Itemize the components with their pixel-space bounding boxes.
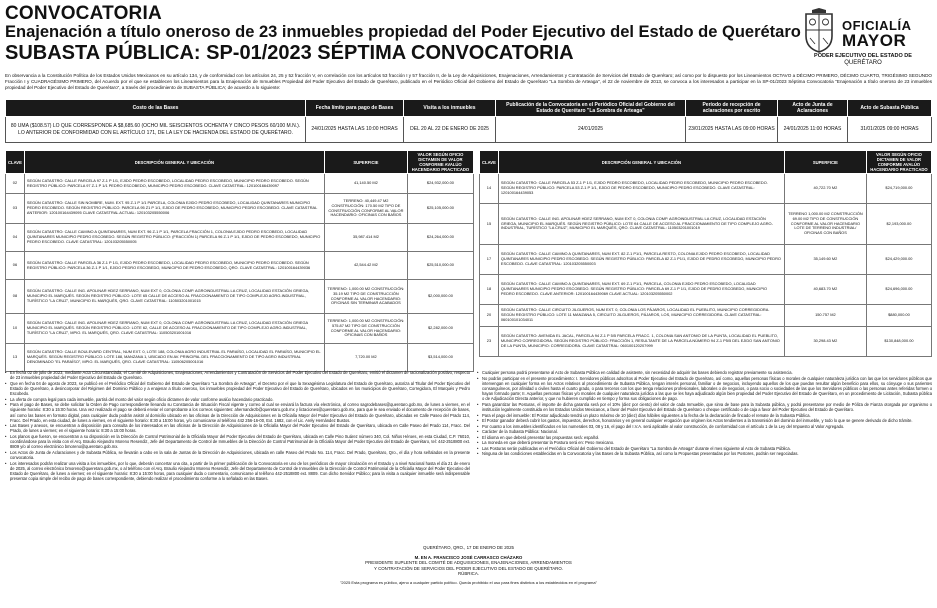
condition-item: • La moneda en que deberá presentar la Postura será en: Peso mexicano. [477, 440, 932, 445]
property-row [480, 305, 932, 327]
property-superficie: TERRENO: 40,449.47 M2 CONSTRUCCIÓN: 170.50 M2 TIPO DE CONSTRUCCIÓN CONFORME AL VALOR HACENDARIO: OFICINAS CON BAÑOS [324, 194, 407, 224]
condition-item: • Para el pago del inmueble: El Postor adjudicado tendrá un plazo máximo de 10 (diez) días hábiles siguientes a la fecha de la declaración de fincado el remate de la Subasta Pública. [477, 413, 932, 418]
property-superficie: 42,544.42 M2 [324, 252, 407, 280]
condition-item: • Para el pago de Bases, se debe solicitar la Orden de Pago correspondiente llenando su Constancia de Situación Fiscal vigente y correo al cual se enviará la factura vía electrónica, al correo sagrodebases@queretaro.gob.mx, de lunes a viernes, en el siguiente horario: 8:30 a 15:00 horas. Una vez realizado el pago se deberá enviar el comprobante a los correos siguientes: ahernandezb@queretaro.gob.mx y lictaciones@queretaro.gob.mx, para que le sea enviado el documento de recepción de bases, así como las bases en formato digital, para cualquier duda podrán asistir al domicilio ubicado en las oficinas de la Dirección de Adquisiciones en la Oficialía Mayor del Poder Ejecutivo del Estado de Querétaro, ubicadas en Calle Paseo del Prado 114, Fracc. Del Prado, en esta ciudad, de lunes a viernes, en el siguiente horario: 8:30 a 15:00 horas, y/o comunicarse al teléfono 442 256-16-00, Ext. 1682, con el Lic. Arely Hernández Bustos. [5, 402, 470, 423]
property-row [480, 174, 932, 204]
property-row [480, 204, 932, 245]
property-superficie: 7,720.00 M2 [324, 344, 407, 372]
summary-table [5, 99, 932, 143]
conditions-section [5, 370, 932, 542]
property-clave: 14 [480, 174, 499, 204]
property-superficie: 35,987.414 M2 [324, 224, 407, 252]
property-description: SEGÚN CATASTRO: CALLE SIN NOMBRE, NUM. EXT. 95 Z-1 P 1/1 PARCELA, COLONIA EJIDO PEDRO ESCOBEDO, LOCALIDAD QUINTANARES MUNICIPIO PEDRO ESCOBEDO. SEGÚN REGISTRO PÚBLICO: PARCELA 95 Z1 P 1/1, EJIDO DE PEDRO ESCOBEDO, MUNICIPIO PEDRO ESCOBEDO. CLAVE CATASTRAL ANTERIOR: 120100164439095 CLAVE CATASTRAL ACTUAL: 120103205550006 [24, 194, 324, 224]
summary-header: Visita a los inmuebles [404, 100, 496, 117]
property-row [6, 224, 474, 252]
property-description: SEGÚN CATASTRO: CALLE BOULEVARD CENTRAL, NUM EXT. 0, LOTE 188, COLONIA AGRO INDUSTRIAL EL PARAÍSO, LOCALIDAD EL PARAÍSO, MUNICIPIO EL MARQUÉS. SEGÚN REGISTRO PÚBLICO: LOTE 188, MANZANA 1, UBICADO EN AV. PRINCIPAL DEL FRACCIONAMIENTO DE TIPO AGRO INDUSTRIAL DENOMINADO "EL PARAÍSO", MPIO. EL MARQUÉS, QRO. CLAVE CATASTRAL: 110506205001016 [24, 344, 324, 372]
signer-name: M. EN A. FRANCISCO JOSÉ CARRASCO CHÁZARO [414, 554, 523, 560]
property-valor: $2,000,000.00 [407, 280, 473, 314]
property-superficie: 40,722.70 M2 [784, 174, 866, 204]
props-header-valor: VALOR SEGÚN OFICIO DICTAMEN DE VALOR CONFORME AVALÚO HACENDARIO PRACTICADO [866, 151, 931, 174]
property-row [6, 174, 474, 194]
property-superficie: TERRENO: 1,000.00 M2 CONSTRUCCIÓN: 35.19 M2 TIPO DE CONSTRUCCIÓN CONFORME AL VALOR HACENDARIO: OFICINAS SIN TERMINAR ACABADOS [324, 280, 407, 314]
property-clave: 03 [6, 194, 25, 224]
condition-item: • La oferta de compra legal para cada inmueble, partirá del monto del valor según oficio dictamen de valor conforme avalúo hacendario practicado. [5, 397, 470, 402]
property-description: SEGÚN CATASTRO: CALLE CAMINO A QUINTANARES, NUM EXT. 69 Z-1 P1/1, PARCELA, COLONIA EJIDO PEDRO ESCOBEDO, LOCALIDAD QUINTANARES MUNICIPIO PEDRO ESCOBEDO. SEGÚN REGISTRO PÚBLICO: PARCELA 69 Z-1 P 1/1, EJIDO DE PEDRO ESCOBEDO, MUNICIPIO PEDRO ESCOBEDO. CLAVE ANTERIOR: 120100164439069 CLAVE ACTUAL: 120103205550002 [498, 275, 784, 305]
summary-cell-subasta: 31/01/2025 09:00 HORAS [848, 117, 932, 143]
logo-oficialia: OFICIALÍA [842, 18, 912, 33]
property-description: SEGÚN CATASTRO: CALLE ING. APOLINAR HDEZ SERRANO, NUM EXT 0, COLONIA COMP. AGROINDUSTRIAL LA CRUZ, LOCALIDAD ESTACIÓN GRIEGA MUNICIPIO EL MARQUÉS. SEGÚN REGISTRO PÚBLICO: LOTE 62, CALLE DE ACCESO AL FRACCIONAMIENTO DE TIPO COMPLEJO AGRO-INDUSTRIAL, TURÍSTICO "LA CRUZ", MPIO. EL MARQUÉS, QRO. CLAVE CATASTRAL: 110503201001016 [24, 314, 324, 344]
property-valor: $24,264,000.00 [407, 224, 473, 252]
summary-header: Período de recepción de aclaraciones por escrito [686, 100, 778, 117]
property-row [480, 327, 932, 357]
summary-header: Costo de las Bases [6, 100, 306, 117]
logo-mayor: MAYOR [842, 31, 907, 50]
property-valor: $25,510,000.00 [407, 252, 473, 280]
condition-item: • Cualquier persona podrá presentarse al Acto de Subasta Pública en calidad de asistente, sin necesidad de adquirir las bases debiendo registrar previamente su asistencia. [477, 370, 932, 375]
title-convocatoria: CONVOCATORIA [5, 3, 162, 24]
props-header-valor: VALOR SEGÚN OFICIO DICTAMEN DE VALOR CONFORME AVALÚO HACENDARIO PRACTICADO [407, 151, 473, 174]
property-valor: $3,514,000.00 [407, 344, 473, 372]
summary-cell-costo: 80 UMA ($108.57) LO QUE CORRESPONDE A $8,685.60 (OCHO MIL SEISCIENTOS OCHENTA Y CINCO PESOS 60/100 M.N.). LO ANTERIOR DE CONFORMIDAD CON EL ARTÍCULO 171, DE LA LEY DE HACIENDA DEL ESTADO DE QUERÉTARO. [6, 117, 306, 143]
property-valor: $24,932,000.00 [407, 174, 473, 194]
properties-table-left [5, 150, 474, 372]
property-superficie: 30,298.43 M2 [784, 327, 866, 357]
summary-cell-junta: 24/01/2025 11:00 HORAS [778, 117, 848, 143]
property-valor: $25,105,000.00 [407, 194, 473, 224]
summary-header: Publicación de la Convocatoria en el Periódico Oficial del Gobierno del Estado de Querétaro "La Sombra de Arteaga" [496, 100, 686, 117]
property-clave: 04 [6, 224, 25, 252]
condition-item: • Ninguna de las condiciones establecidas en la Convocatoria y las Bases de la Subasta Pública, así como la Propuestas presentadas por los Postores, podrán ser negociadas. [477, 451, 932, 456]
property-description: SEGÚN CATASTRO: CALLE CAMINO A QUINTANARES, NUM EXT. 96 Z-1 P 1/1, PARCELA FRACCIÓN 1, COLONIA EJIDO PEDRO ESCOBEDO, LOCALIDAD QUINTANARES MUNICIPIO PEDRO ESCOBEDO. SEGÚN REGISTRO PÚBLICO: (FRACCIÓN 1) PARCELA 96 Z-1 P 1/1, EJIDO DE PEDRO ESCOBEDO, MUNICIPIO PEDRO ESCOBEDO. CLAVE CATASTRAL: 120103205550005 [24, 224, 324, 252]
property-superficie: 40,683.70 M2 [784, 275, 866, 305]
property-clave: 02 [6, 174, 25, 194]
property-valor: $2,193,000.00 [866, 204, 931, 245]
title-enajenacion: Enajenación a título oneroso de 23 inmuebles propiedad del Poder Ejecutivo del Estado de Querétaro [5, 23, 801, 41]
props-header-sup: SUPERFICIE [784, 151, 866, 174]
property-clave: 06 [6, 252, 25, 280]
summary-cell-publicacion: 24/01/2025 [496, 117, 686, 143]
condition-item: • Las Posturas serán publicadas en el Periódico Oficial del Gobierno del Estado de Querétaro "La Sombra de Arteaga" durante el mes siguiente al Acto de Subasta Pública. [477, 446, 932, 451]
props-header-desc: DESCRIPCIÓN GENERAL Y UBICACIÓN [498, 151, 784, 174]
conditions-right-column [477, 370, 932, 542]
signature-block [5, 545, 932, 586]
property-clave: 23 [480, 327, 499, 357]
property-clave: 17 [480, 245, 499, 275]
property-description: SEGÚN CATASTRO: CALLE ING. APOLINAR HDEZ SERRANO, NUM EXT 0, COLONIA COMP. AGROINDUSTRIAL LA CRUZ, LOCALIDAD ESTACIÓN GRIEGA, MUNICIPIO EL MARQUÉS. SEGÚN REGISTRO PÚBLICO: LOTE 65 CALLE DE ACCESO AL FRACCIONAMIENTO DE TIPO COMPLEJO AGRO-INDUSTRIAL, TURÍSTICO "LA CRUZ", MUNICIPIO EL MARQUÉS, QRO. CLAVE CATASTRAL: 110503201001015 [24, 280, 324, 314]
summary-header: Acto de Junta de Aclaraciones [778, 100, 848, 117]
condition-item: • Los planos que fueron, se encuentran a su disposición en la Dirección de Control Patrimonial de la Oficialía Mayor del Poder Ejecutivo del Estado de Querétaro, ubicada en Calle Pino Suárez número 340, Col. Niños Héroes, en esta Ciudad, C.P. 76010, coordinándose para la visita con el Arq. Braulio Alejandro Moreno Resendiz, Jefe del Departamento de Control de Inmuebles de la Dirección de Control Patrimonial de la Oficialía Mayor del Poder Ejecutivo del Estado de Querétaro, tel: 442-2518800 ext. 8809 y/o al correo electrónico bmoreno@queretaro.gob.mx. [5, 434, 470, 450]
summary-cell-fecha: 24/01/2025 HASTA LAS 10:00 HORAS [306, 117, 404, 143]
property-valor: $130,848,000.00 [866, 327, 931, 357]
summary-header: Fecha límite para pago de Bases [306, 100, 404, 117]
property-superficie: 35,149.60 M2 [784, 245, 866, 275]
property-description: SEGÚN CATASTRO: CALLE PARCELA 53 Z-1 P 1/1, EJIDO PEDRO ESCOBEDO, LOCALIDAD PEDRO ESCOBEDO, MUNICIPIO PEDRO ESCOBEDO. SEGÚN REGISTRO PÚBLICO: PARCELA 53 Z-1 P 1/1, EJIDO DE PEDRO ESCOBEDO, MUNICIPIO PEDRO ESCOBEDO. CLAVE CATASTRAL: 120100164439053 [498, 174, 784, 204]
condition-item: • El Postor ganador deberá cubrir los gastos, impuestos, derechos, honorarios y en general cualquier erogación que originen los Actos tendientes a la transmisión del dominio del inmueble, y todo lo que se genere derivado de dicho trámite. [477, 418, 932, 423]
condition-item: • Carácter de la Subasta Pública: Nacional. [477, 429, 932, 434]
condition-item: • Por cuanto a los inmuebles identificados en los numerales 03, 08 y 16, el pago del I.V.A. será aplicable al valor construcción, de conformidad con el artículo 1 de la Ley del Impuesto al Valor Agregado. [477, 424, 932, 429]
property-row [6, 280, 474, 314]
property-description: SEGÚN CATASTRO: CALLE CIRCUITO JILGUEROS, NUM EXT. 0, COLONIA LOS PÁJAROS, LOCALIDAD EL PUEBLITO, MUNICIPIO CORREGIDORA. SEGÚN REGISTRO PÚBLICO: LOTE 11 MANZANA 5, CIRCUITO JILGUEROS, PÁJAROS, LOS, MUNICIPIO CORREGIDORA. CLAVE CATASTRAL: 060100101034011 [498, 305, 784, 327]
property-description: SEGÚN CATASTRO: AVENIDA EL JACAL, PARCELA 94 Z-1 P 5/5 PARCELA FRACC. 1, COLONIA SAN ANTONIO DE LA PUNTA, LOCALIDAD EL PUEBLITO, MUNICIPIO CORREGIDORA. SEGÚN REGISTRO PÚBLICO: FRACCIÓN 1, RESULTANTE DE LA PARCELA NÚMERO 94 Z-1 P5/5 DEL EJIDO SAN ANTONIO DE LA PUNTA, MUNICIPIO: CORREGIDORA. CLAVE CATASTRAL: 060100120207999 [498, 327, 784, 357]
property-row [480, 275, 932, 305]
props-header-desc: DESCRIPCIÓN GENERAL Y UBICACIÓN [24, 151, 324, 174]
property-superficie: 41,140.50 M2 [324, 174, 407, 194]
condition-item: • Las Bases y anexos, se encuentran a disposición para consulta de los interesados en las oficinas de la Dirección de Adquisiciones de la Oficialía Mayor del Poder Ejecutivo del Estado de Querétaro, ubicada en Calle Paseo del Prado 114, Fracc. Del Prado, de lunes a viernes; en el siguiente horario: 8:30 a 15:00 horas. [5, 423, 470, 433]
properties-table-right [479, 150, 932, 357]
property-valor: $2,282,000.00 [407, 314, 473, 344]
property-row [6, 314, 474, 344]
condition-item: • Los interesados podrán realizar una visita a los inmuebles, por lo que, deberán concertar una cita, a partir de la primer publicación de la Convocatoria en uno de los periódicos de mayor circulación en el Estado y a nivel Nacional hasta el día 21 de enero de 2025, al correo electrónico bmoreno@queretaro.gob.mx, o al teléfono con el Arq. Braulio Alejandro Moreno Resendiz, Jefe del Departamento de Control de Inmuebles de la Dirección de Control Patrimonial de la Oficialía Mayor del Poder Ejecutivo del Estado de Querétaro, de lunes a viernes; en el siguiente horario: 8:30 a 15:00 horas, para cualquier duda o comentario, comunicarse al teléfono 442-2518800 ext. 8809. Con dicho Servidor Público; para la visita a cualquier inmueble será indispensable presentar copia simple del recibo de pago de bases correspondiente, debiendo realizar el procedimiento conforme a lo señalado en las Bases. [5, 461, 470, 482]
logo-queretaro: QUERÉTARO [844, 60, 882, 66]
queretaro-seal-icon [802, 8, 836, 54]
condition-item: • Los Actos de Junta de Aclaraciones y de Subasta Pública, se llevarán a cabo en la sala de Juntas de la Dirección de Adquisiciones, ubicada en calle Paseo del Prado No. 114, Fracc. Del Prado, Querétaro, Qro., el día y hora señalados en la presente convocatoria. [5, 450, 470, 460]
property-clave: 20 [480, 305, 499, 327]
props-header-clave: CLAVE [480, 151, 499, 174]
property-clave: 10 [6, 314, 25, 344]
condition-item: • En fecha 02 de julio de 2023, mediante Acta Circunstanciada, el Comité de Adquisiciones, Enajenaciones, Arrendamientos y Contratación de Servicios del Poder Ejecutivo del Estado de Querétaro, emitió el dictamen de racionalización positivo, respecto de 23 inmuebles propiedad del Poder Ejecutivo del Estado de Querétaro. [5, 370, 470, 380]
rubrica: RÚBRICA. [458, 571, 479, 577]
properties-right-body [480, 174, 932, 357]
property-description: SEGÚN CATASTRO: CALLE CAMINO A QUINTANARES, NUM EXT. 82 Z-1 P1/1, PARCELA RESTO, COLONIA EJIDO PEDRO ESCOBEDO, LOCALIDAD QUINTANARES MUNICIPIO PEDRO ESCOBEDO. SEGÚN REGISTRO PÚBLICO: PARCELA 82 Z-1 P1/1, EJIDO DE PEDRO ESCOBEDO, MUNICIPIO PEDRO ESCOBEDO. CLAVE CATASTRAL: 120103205550003 [498, 245, 784, 275]
condition-item: • Que en fecha 04 de agosto de 2023, se publicó en el Periódico Oficial del Gobierno del Estado de Querétaro "La Sombra de Arteaga", el Decreto por el que la Sexagésima Legislatura del Estado de Querétaro, autoriza al Titular del Poder Ejecutivo del Estado de Querétaro, a desincorporar del Régimen del Dominio Público y a enajenar a título oneroso, los inmuebles propiedad del Poder Ejecutivo del Estado de Querétaro, ubicados en los municipios de Querétaro, Corregidora, El Marqués y Pedro Escobedo. [5, 381, 470, 397]
property-superficie: TERRENO 1,000.00 M2 CONSTRUCCIÓN 69.00 M2 TIPO DE CONSTRUCCIÓN CONFORME AL VALOR HACENDARIO LOTE DE TERRENO INDUSTRIAL/ OFICINAS CON BAÑOS [784, 204, 866, 245]
condition-item: • Para garantizar las Posturas, el importe de dicha garantía será por el 10% (diez por ciento) del valor de cada Inmueble, que sirva de base para la Subasta pública, y podrá presentarse por medio de Póliza de Fianza otorgada por organismo o institución legalmente constituida en los Estados Unidos Mexicanos, a favor del Poder Ejecutivo del Estado de Querétaro o cheque certificado o de caja a favor del Poder Ejecutivo del Estado de Querétaro. [477, 402, 932, 412]
properties-left-body [6, 174, 474, 372]
property-row [6, 194, 474, 224]
conditions-left-column [5, 370, 470, 542]
place-date: QUERÉTARO, QRO., 17 DE ENERO DE 2025 [423, 545, 514, 550]
summary-row [6, 117, 932, 143]
footer-legend: "2025 Esta programa es público, ajeno a cualquier partido político. Queda prohibido el uso para fines distintos a los establecidos en el programa" [340, 579, 597, 585]
condition-item: • El idioma en que deberá presentar las propuestas será: español. [477, 435, 932, 440]
property-valor: $24,696,000.00 [866, 275, 931, 305]
props-header-clave: CLAVE [6, 151, 25, 174]
signer-title-2: Y CONTRATACIÓN DE SERVICIOS DEL PODER EJECUTIVO DEL ESTADO DE QUERÉTARO. [374, 565, 563, 571]
property-superficie: TERRENO: 1,000.00 M2 CONSTRUCCIÓN: 575.87 M2 TIPO DE CONSTRUCCIÓN CONFORME AL VALOR HACENDARIO: OFICINAS CON BAÑOS [324, 314, 407, 344]
property-row [480, 245, 932, 275]
title-subasta: SUBASTA PÚBLICA: SP-01/2023 SÉPTIMA CONVOCATORIA [5, 42, 574, 64]
oficialia-mayor-logo [802, 6, 924, 68]
logo-poder-ejecutivo: PODER EJECUTIVO DEL ESTADO DE [814, 53, 912, 59]
summary-cell-aclaraciones: 23/01/2025 HASTA LAS 09:00 HORAS [686, 117, 778, 143]
property-clave: 08 [6, 280, 25, 314]
summary-cell-visita: DEL 20 AL 22 DE ENERO DE 2025 [404, 117, 496, 143]
properties-section [5, 150, 932, 368]
intro-paragraph: En observancia a la Constitución Política de los Estados Unidos Mexicanos en su artículo 134, y de conformidad con los artículos 24, 25 y 52 fracción V, en correlación con los artículos 53 fracción I y 57 fracción II, de la Ley de Adquisiciones, Enajenaciones, Arrendamientos y Contratación de Servicios del Estado de Querétaro; así como por lo dispuesto por los Lineamientos OCTAVO a DÉCIMO PRIMERO, DÉCIMO CUARTO, TRIGÉSIMO SEGUNDO Fracción I y CUADRAGÉSIMO PRIMERO, del Acuerdo por el que se establecen los Lineamientos para la Enajenación de Inmuebles Propiedad del Poder Ejecutivo del Estado de Querétaro, publicado en el Periódico Oficial del Gobierno del Estado de Querétaro "La Sombra de Arteaga", el 22 de noviembre de 2013, se convoca a los interesados a participar en la SP-01/2023 Séptima Convocatoria "Enajenación a título oneroso de 23 inmuebles propiedad del Poder Ejecutivo del Estado de Querétaro", a través del procedimiento de SUBASTA PÚBLICA; de acuerdo a lo siguiente: [5, 73, 932, 90]
condition-item: • No podrán participar en el presente procedimiento: I. Servidores públicos adscritos al Poder Ejecutivo del Estado de Querétaro, así como, aquellas personas físicas o morales de cualquier naturaleza jurídica con las que los servidores públicos que intervengan en cualquier forma en los Actos relativos al procedimiento de Subasta Pública, tengan interés personal, familiar o de negocios, incluyendo aquellos de los que puedan resultar algún beneficio para ellos, su cónyuge o sus parientes consanguíneos, por afinidad o civiles hasta el cuarto grado, o para terceros con los que tenga relaciones profesionales, laborales o de negocios, o para socio o sociedades de las que los Servidores públicos o las personas antes referidas formen o hayan formado parte; II. Aquellas personas físicas y/o morales de cualquier naturaleza jurídica a las que se les haya adjudicado algún bien propiedad del Poder Ejecutivo del Estado de Querétaro, en un procedimiento de Licitación, Subasta pública o de Adjudicación Directa anterior, y que no hubieren cumplido en tiempo y forma sus obligaciones de pago. [477, 376, 932, 402]
property-clave: 13 [6, 344, 25, 372]
property-valor: $24,719,000.00 [866, 174, 931, 204]
property-description: SEGÚN CATASTRO: CALLE PARCELA 36 Z-1 P 1/1, EJIDO PEDRO ESCOBEDO, LOCALIDAD PEDRO ESCOBEDO, MUNICIPIO PEDRO ESCOBEDO. SEGÚN REGISTRO PÚBLICO: PARCELA 36 Z-1 P 1/1, EJIDO PEDRO ESCOBEDO, MUNICIPIO DE PEDRO ESCOBEDO, QRO. CLAVE CATASTRAL: 120100164439036 [24, 252, 324, 280]
property-clave: 18 [480, 275, 499, 305]
header [5, 4, 932, 70]
property-valor: $24,429,000.00 [866, 245, 931, 275]
property-superficie: 150.757 M2 [784, 305, 866, 327]
props-header-sup: SUPERFICIE [324, 151, 407, 174]
summary-header: Acto de Subasta Pública [848, 100, 932, 117]
property-description: SEGÚN CATASTRO: CALLE ING. APOLINAR HDEZ SERRANO, NUM EXT 0, COLONIA COMP. AGROINDUSTRIAL LA CRUZ, LOCALIDAD ESTACIÓN GRIEGA, MUNICIPIO EL MARQUÉS. SEGÚN REGISTRO PÚBLICO: LOTE 64 CALLE DE ACCESO AL FRACCIONAMIENTO DE TIPO COMPLEJO AGRO-INDUSTRIAL, TURÍSTICO "LA CRUZ", MUNICIPIO EL MARQUÉS, QRO. CLAVE CATASTRAL: 110503201001019 [498, 204, 784, 245]
property-description: SEGÚN CATASTRO: CALLE PARCELA 97 Z-1 P 1/1, EJIDO PEDRO ESCOBEDO, LOCALIDAD PEDRO ESCOBEDO, MUNICIPIO PEDRO ESCOBEDO. SEGÚN REGISTRO PÚBLICO: PARCELA 97 Z-1 P 1/1 PEDRO ESCOBEDO, MUNICIPIO PEDRO ESCOBEDO. CLAVE CATASTRAL: 120100166439097 [24, 174, 324, 194]
property-row [6, 252, 474, 280]
property-clave: 15 [480, 204, 499, 245]
property-row [6, 344, 474, 372]
signer-title-1: PRESIDENTE SUPLENTE DEL COMITÉ DE ADQUISICIONES, ENAJENACIONES, ARRENDAMIENTOS [365, 560, 572, 566]
property-valor: $880,000.00 [866, 305, 931, 327]
